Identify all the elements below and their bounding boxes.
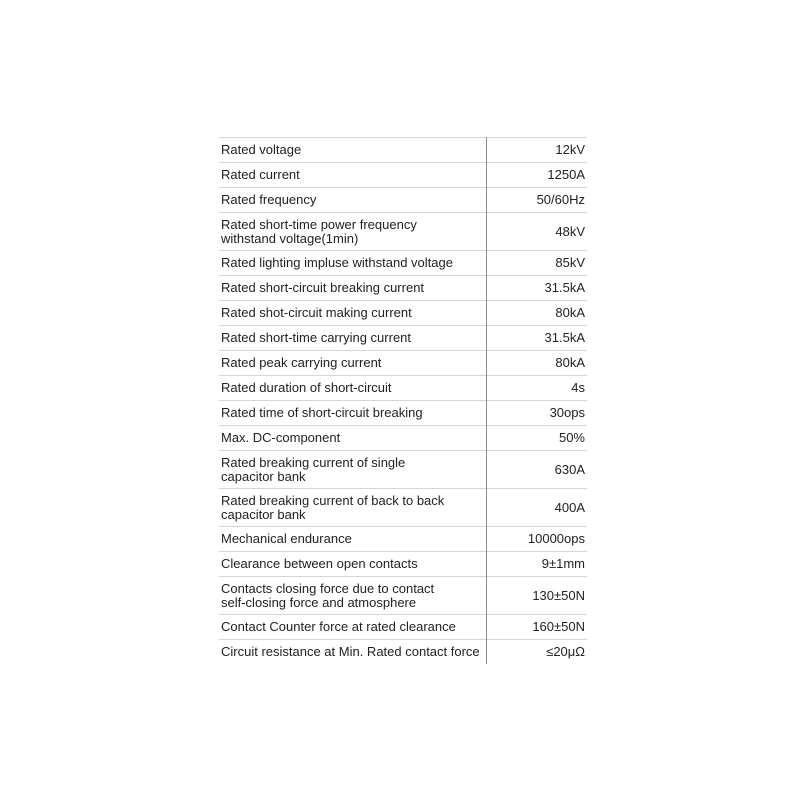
spec-value: 10000ops [487,527,587,552]
spec-value: 31.5kA [487,326,587,351]
table-row [219,163,587,188]
spec-value: 130±50N [487,577,587,615]
spec-value: 31.5kA [487,276,587,301]
spec-value: 50/60Hz [487,188,587,213]
spec-value: 12kV [487,138,587,163]
spec-value: 50% [487,426,587,451]
spec-label: Contacts closing force due to contact self-closing force and atmosphere [219,577,487,615]
table-row [219,401,587,426]
table-row [219,615,587,640]
spec-label: Contact Counter force at rated clearance [219,615,487,640]
spec-value: 160±50N [487,615,587,640]
spec-value: 9±1mm [487,552,587,577]
table-row [219,527,587,552]
spec-label: Rated frequency [219,188,487,213]
spec-label: Circuit resistance at Min. Rated contact force [219,640,487,665]
specifications-table [219,137,587,664]
table-row [219,640,587,665]
spec-label: Rated time of short-circuit breaking [219,401,487,426]
table-row [219,552,587,577]
table-row [219,138,587,163]
spec-label: Rated short-circuit breaking current [219,276,487,301]
table-row [219,489,587,527]
spec-label: Rated breaking current of single capacitor bank [219,451,487,489]
table-row [219,213,587,251]
spec-label: Rated duration of short-circuit [219,376,487,401]
spec-label: Rated voltage [219,138,487,163]
spec-label: Rated short-time power frequency withstand voltage(1min) [219,213,487,251]
table-row [219,276,587,301]
table-row [219,351,587,376]
spec-value: 400A [487,489,587,527]
spec-label: Rated current [219,163,487,188]
spec-value: 80kA [487,351,587,376]
spec-value: 80kA [487,301,587,326]
table-row [219,451,587,489]
table-row [219,376,587,401]
spec-value: 30ops [487,401,587,426]
spec-value: 4s [487,376,587,401]
spec-label: Rated shot-circuit making current [219,301,487,326]
specifications-table-body [219,138,587,665]
spec-label: Rated breaking current of back to back capacitor bank [219,489,487,527]
spec-label: Rated peak carrying current [219,351,487,376]
table-row [219,577,587,615]
spec-value: 1250A [487,163,587,188]
spec-label: Max. DC-component [219,426,487,451]
table-row [219,188,587,213]
spec-label: Rated short-time carrying current [219,326,487,351]
spec-value: ≤20μΩ [487,640,587,665]
table-row [219,251,587,276]
spec-value: 85kV [487,251,587,276]
spec-value: 48kV [487,213,587,251]
table-row [219,326,587,351]
spec-label: Clearance between open contacts [219,552,487,577]
spec-label: Mechanical endurance [219,527,487,552]
table-row [219,426,587,451]
spec-value: 630A [487,451,587,489]
spec-label: Rated lighting impluse withstand voltage [219,251,487,276]
table-row [219,301,587,326]
